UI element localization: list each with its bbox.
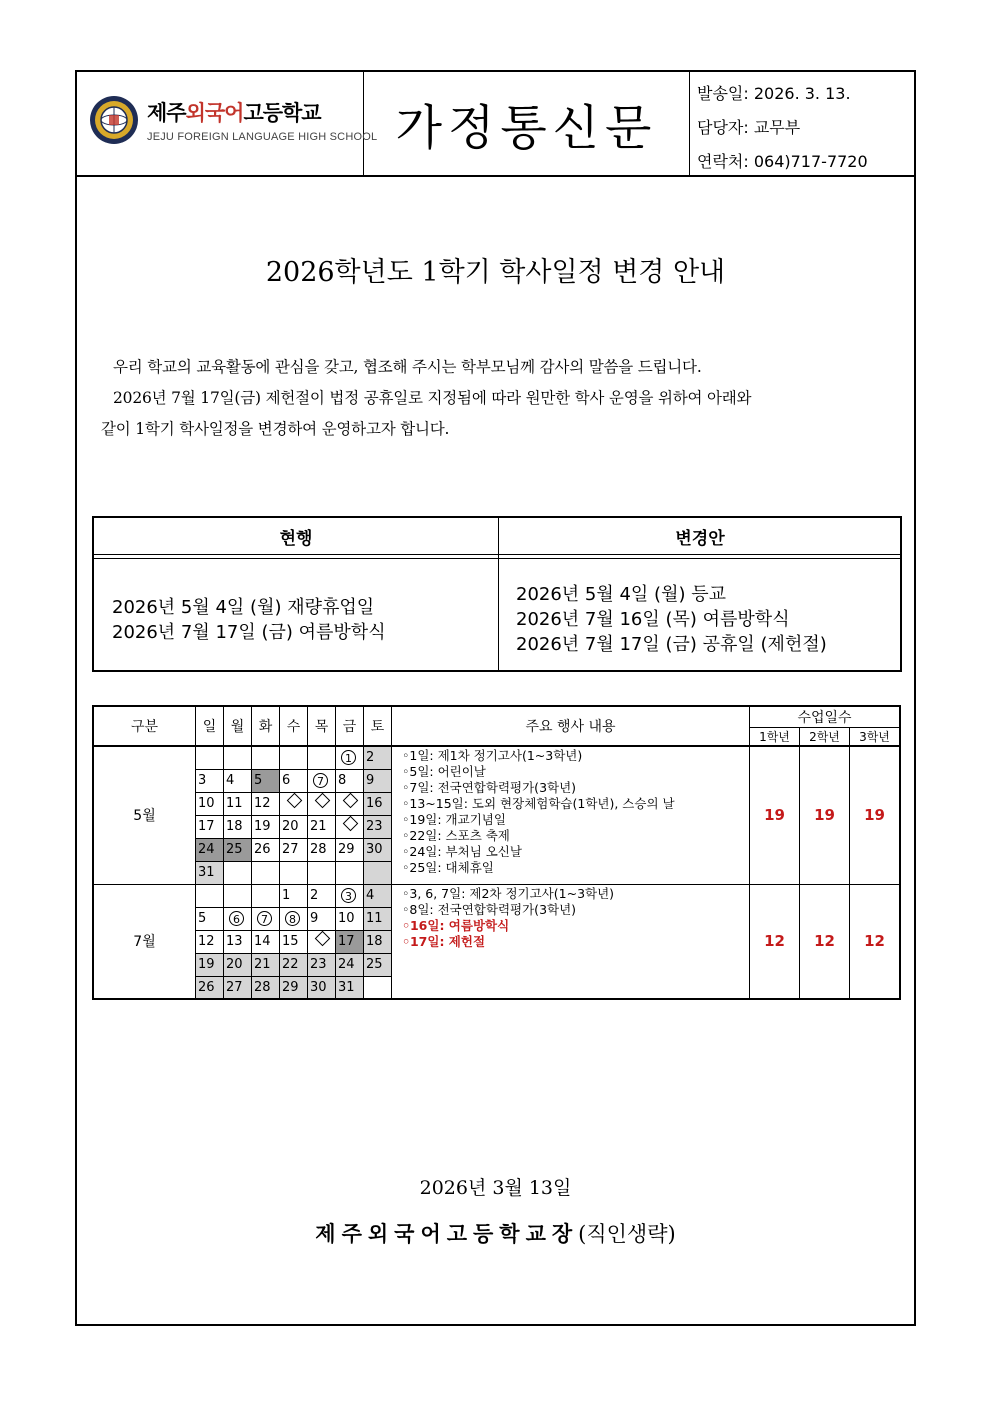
calendar-day: 12 xyxy=(196,930,224,953)
calendar-day: 10 xyxy=(336,907,364,930)
july-events xyxy=(392,884,750,999)
calendar-day: 27 xyxy=(224,976,252,999)
current-item: 2026년 5월 4일 (월) 재량휴업일 xyxy=(112,597,375,618)
schedule-comparison-table xyxy=(92,516,902,672)
calendar-day: 16 xyxy=(364,792,392,815)
principal-title: 제주외국어고등학교장 xyxy=(315,1221,579,1246)
calendar-day: 7 xyxy=(308,769,336,792)
event-item: ◦25일: 대체휴일 xyxy=(402,860,494,875)
calendar-day: 18 xyxy=(224,815,252,838)
calendar-day: 30 xyxy=(364,838,392,861)
school-name-english: JEJU FOREIGN LANGUAGE HIGH SCHOOL xyxy=(147,131,378,143)
class-days-header: 수업일수 xyxy=(750,706,901,728)
newsletter-page xyxy=(75,70,916,1326)
class-days-grade2: 12 xyxy=(800,884,850,999)
month-label-july: 7월 xyxy=(93,884,196,999)
manager: 담당자: 교무부 xyxy=(697,118,801,137)
calendar-day: 26 xyxy=(196,976,224,999)
field-trip-day-icon xyxy=(308,792,336,815)
event-item: ◦13~15일: 도외 현장체험학습(1학년), 스승의 날 xyxy=(402,796,675,811)
class-days-grade1: 12 xyxy=(750,884,800,999)
calendar-day: 25 xyxy=(224,838,252,861)
proposed-item: 2026년 5월 4일 (월) 등교 xyxy=(516,584,726,605)
calendar-day: 14 xyxy=(252,930,280,953)
event-item: ◦3, 6, 7일: 제2차 정기고사(1~3학년) xyxy=(402,885,615,901)
calendar-day: 20 xyxy=(224,953,252,976)
month-label-may: 5월 xyxy=(93,746,196,884)
calendar-day: 5 xyxy=(196,907,224,930)
calendar-day: 29 xyxy=(336,838,364,861)
grade-header: 1학년 xyxy=(750,728,800,747)
current-header: 현행 xyxy=(279,528,313,549)
calendar-day: 17 xyxy=(196,815,224,838)
class-days-grade3: 19 xyxy=(850,746,901,884)
body-line-2: 2026년 7월 17일(금) 제헌절이 법정 공휴일로 지정됨에 따라 원만한 학사 운영을 위하여 아래와 xyxy=(113,389,752,407)
vacation-ceremony-day-icon xyxy=(308,930,336,953)
event-item: ◦1일: 제1차 정기고사(1~3학년) xyxy=(402,748,583,763)
calendar-day: 28 xyxy=(308,838,336,861)
calendar-day: 23 xyxy=(308,953,336,976)
calendar-day: 1 xyxy=(336,746,364,769)
sent-date: 발송일: 2026. 3. 13. xyxy=(697,84,851,103)
proposed-item: 2026년 7월 17일 (금) 공휴일 (제헌절) xyxy=(516,634,827,655)
calendar-day: 1 xyxy=(280,884,308,907)
event-item-highlight: ◦17일: 제헌절 xyxy=(402,933,486,949)
calendar-day: 4 xyxy=(364,884,392,907)
school-name-korean: 제주외국어고등학교 xyxy=(147,101,321,125)
calendar-day: 19 xyxy=(252,815,280,838)
calendar-day: 4 xyxy=(224,769,252,792)
event-item: ◦22일: 스포츠 축제 xyxy=(402,828,510,843)
calendar-day: 15 xyxy=(280,930,308,953)
may-events xyxy=(392,746,750,884)
signature-line xyxy=(77,1218,914,1248)
calendar-day: 18 xyxy=(364,930,392,953)
calendar-day: 13 xyxy=(224,930,252,953)
calendar-day: 31 xyxy=(196,861,224,884)
header-info xyxy=(690,72,914,175)
calendar-day: 5 xyxy=(252,769,280,792)
calendar-day: 30 xyxy=(308,976,336,999)
calendar-day: 8 xyxy=(280,907,308,930)
body-line-3: 같이 1학기 학사일정을 변경하여 운영하고자 합니다. xyxy=(101,420,450,438)
newsletter-title: 가정통신문 xyxy=(364,72,690,175)
contact: 연락처: 064)717-7720 xyxy=(697,152,868,171)
calendar-day: 19 xyxy=(196,953,224,976)
event-item: ◦19일: 개교기념일 xyxy=(402,812,506,827)
weekday-header: 화 xyxy=(252,706,280,746)
events-header: 주요 행사 내용 xyxy=(392,706,750,746)
school-emblem-icon xyxy=(89,95,139,145)
event-item: ◦7일: 전국연합학력평가(3학년) xyxy=(402,780,577,795)
event-item: ◦24일: 부처님 오신날 xyxy=(402,844,522,859)
calendar-day: 9 xyxy=(364,769,392,792)
seal-note: (직인생략) xyxy=(578,1222,676,1246)
event-day-icon xyxy=(336,815,364,838)
calendar-day: 24 xyxy=(196,838,224,861)
calendar-day: 20 xyxy=(280,815,308,838)
calendar-day: 9 xyxy=(308,907,336,930)
school-logo-block xyxy=(77,72,378,175)
calendar-day: 11 xyxy=(364,907,392,930)
calendar-day: 2 xyxy=(308,884,336,907)
grade-header: 2학년 xyxy=(800,728,850,747)
calendar-day: 21 xyxy=(252,953,280,976)
calendar-day: 3 xyxy=(336,884,364,907)
calendar-day: 10 xyxy=(196,792,224,815)
issue-date: 2026년 3월 13일 xyxy=(419,1177,572,1199)
calendar-day: 7 xyxy=(252,907,280,930)
weekday-header: 금 xyxy=(336,706,364,746)
calendar-day: 8 xyxy=(336,769,364,792)
calendar-day: 27 xyxy=(280,838,308,861)
current-item: 2026년 7월 17일 (금) 여름방학식 xyxy=(112,622,386,643)
field-trip-day-icon xyxy=(336,792,364,815)
weekday-header: 목 xyxy=(308,706,336,746)
calendar-day: 2 xyxy=(364,746,392,769)
weekday-header: 수 xyxy=(280,706,308,746)
proposed-item: 2026년 7월 16일 (목) 여름방학식 xyxy=(516,609,790,630)
event-item-highlight: ◦16일: 여름방학식 xyxy=(402,917,510,933)
calendar-day: 6 xyxy=(280,769,308,792)
class-days-grade3: 12 xyxy=(850,884,901,999)
grade-header: 3학년 xyxy=(850,728,901,747)
calendar-day: 25 xyxy=(364,953,392,976)
calendar-day: 3 xyxy=(196,769,224,792)
calendar-day: 21 xyxy=(308,815,336,838)
calendar-day: 23 xyxy=(364,815,392,838)
calendar-day: 22 xyxy=(280,953,308,976)
calendar-day: 31 xyxy=(336,976,364,999)
calendar-day: 17 xyxy=(336,930,364,953)
calendar-day: 11 xyxy=(224,792,252,815)
weekday-header: 일 xyxy=(196,706,224,746)
calendar-day: 6 xyxy=(224,907,252,930)
weekday-header: 토 xyxy=(364,706,392,746)
newsletter-header xyxy=(77,72,914,177)
calendar-day: 28 xyxy=(252,976,280,999)
category-header: 구분 xyxy=(93,706,196,746)
calendar-day: 12 xyxy=(252,792,280,815)
calendar-day: 26 xyxy=(252,838,280,861)
event-item: ◦5일: 어린이날 xyxy=(402,764,486,779)
calendar-day: 29 xyxy=(280,976,308,999)
calendar-day: 24 xyxy=(336,953,364,976)
class-days-grade1: 19 xyxy=(750,746,800,884)
proposed-header: 변경안 xyxy=(675,528,725,549)
body-line-1: 우리 학교의 교육활동에 관심을 갖고, 협조해 주시는 학부모님께 감사의 말씀을 드립니다. xyxy=(113,358,702,376)
event-item: ◦8일: 전국연합학력평가(3학년) xyxy=(402,901,577,917)
academic-calendar-table xyxy=(92,705,901,1000)
class-days-grade2: 19 xyxy=(800,746,850,884)
weekday-header: 월 xyxy=(224,706,252,746)
field-trip-day-icon xyxy=(280,792,308,815)
document-title: 2026학년도 1학기 학사일정 변경 안내 xyxy=(265,257,726,288)
